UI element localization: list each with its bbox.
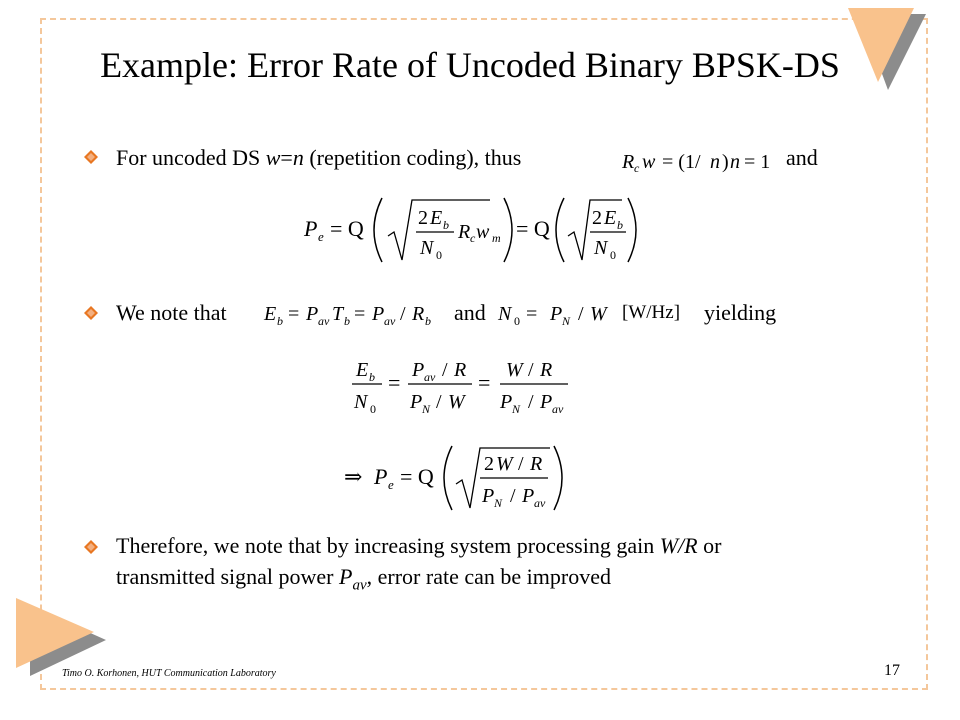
svg-text:b: b [369, 370, 375, 384]
svg-text:2: 2 [418, 207, 428, 229]
svg-text:=: = [354, 303, 366, 325]
slide-title: Example: Error Rate of Uncoded Binary BPSK-DS [100, 45, 840, 85]
svg-text:c: c [470, 231, 476, 245]
svg-text:N: N [562, 314, 571, 328]
svg-text:e: e [388, 477, 394, 492]
svg-text:/: / [436, 391, 442, 413]
svg-text:P: P [522, 485, 535, 507]
svg-text:w: w [476, 221, 490, 243]
svg-text:R: R [540, 359, 553, 381]
svg-text:=: = [478, 370, 491, 395]
page-number: 17 [884, 662, 900, 679]
svg-text:= Q: = Q [400, 464, 434, 489]
svg-text:P: P [540, 391, 553, 413]
svg-text:= (1/: = (1/ [662, 151, 701, 173]
svg-text:av: av [534, 496, 546, 510]
equation-rate-product [620, 146, 780, 178]
svg-text:e: e [318, 229, 324, 244]
svg-text:P: P [500, 391, 513, 413]
svg-text:R: R [454, 359, 467, 381]
svg-text:= 1: = 1 [744, 151, 771, 173]
equation-noise-density [496, 298, 616, 332]
svg-text:= Q: = Q [516, 216, 550, 241]
svg-text:P: P [412, 359, 425, 381]
svg-text:2: 2 [484, 453, 494, 475]
svg-text:⇒: ⇒ [344, 464, 363, 489]
svg-text:b: b [443, 218, 449, 232]
equation-snr-ratio [348, 350, 578, 420]
bullet1-text: For uncoded DS w=n (repetition coding), thus [116, 145, 522, 170]
svg-text:2: 2 [592, 207, 602, 229]
svg-text:N: N [420, 237, 434, 259]
bullet-diamond-icon [84, 150, 98, 164]
svg-text:=: = [388, 370, 401, 395]
svg-text:T: T [332, 303, 344, 325]
bullet2-and: and [454, 300, 486, 325]
svg-text:b: b [277, 314, 283, 328]
svg-text:N: N [512, 402, 521, 416]
svg-text:/: / [518, 453, 524, 475]
svg-text:P: P [304, 216, 318, 241]
svg-text:W: W [590, 303, 607, 325]
svg-text:m: m [492, 231, 501, 245]
svg-text:): ) [722, 151, 729, 173]
svg-text:W: W [496, 453, 513, 475]
svg-text:c: c [634, 161, 640, 175]
svg-text:av: av [424, 370, 436, 384]
svg-text:b: b [617, 218, 623, 232]
svg-text:N: N [594, 237, 608, 259]
equation-final-error-rate [340, 440, 570, 514]
svg-text:E: E [356, 359, 369, 381]
bullet3-line2: transmitted signal power $P_{av}$, error rate can be improved [116, 564, 611, 594]
svg-text:/: / [528, 359, 534, 381]
unit-label: [W/Hz] [622, 302, 681, 323]
svg-text:n: n [710, 151, 720, 173]
svg-text:n: n [730, 151, 740, 173]
svg-text:P: P [306, 303, 319, 325]
bullet2-text: We note that [116, 300, 227, 325]
svg-text:R: R [530, 453, 543, 475]
svg-text:b: b [344, 314, 350, 328]
svg-text:/: / [510, 485, 516, 507]
svg-text:0: 0 [436, 248, 442, 262]
svg-text:N: N [498, 303, 512, 325]
svg-text:E: E [604, 207, 617, 229]
svg-text:av: av [384, 314, 396, 328]
svg-text:R: R [412, 303, 425, 325]
equation-bit-energy [262, 298, 452, 332]
svg-text:N: N [422, 402, 431, 416]
svg-text:W: W [506, 359, 523, 381]
bullet-diamond-icon [84, 306, 98, 320]
svg-text:0: 0 [370, 402, 376, 416]
svg-text:/: / [528, 391, 534, 413]
svg-text:= Q: = Q [330, 216, 364, 241]
svg-text:P: P [372, 303, 385, 325]
svg-text:E: E [430, 207, 443, 229]
svg-text:=: = [288, 303, 300, 325]
svg-text:w: w [642, 151, 656, 173]
svg-text:R: R [622, 151, 635, 173]
bullet-diamond-icon [84, 540, 98, 554]
svg-text:/: / [442, 359, 448, 381]
svg-text:b: b [425, 314, 431, 328]
svg-text:R: R [458, 221, 471, 243]
svg-text:N: N [354, 391, 368, 413]
svg-text:/: / [578, 303, 584, 325]
svg-text:=: = [526, 303, 538, 325]
equation-error-probability [300, 190, 640, 270]
svg-text:0: 0 [514, 314, 520, 328]
footer-author: Timo O. Korhonen, HUT Communication Laboratory [62, 668, 276, 679]
svg-text:P: P [482, 485, 495, 507]
svg-text:av: av [552, 402, 564, 416]
svg-text:0: 0 [610, 248, 616, 262]
svg-text:P: P [374, 464, 388, 489]
bullet3-line1: Therefore, we note that by increasing system processing gain W/R or [116, 533, 722, 558]
svg-text:/: / [400, 303, 406, 325]
svg-text:av: av [318, 314, 330, 328]
bullet1-and: and [786, 145, 818, 170]
svg-text:N: N [494, 496, 503, 510]
svg-text:P: P [550, 303, 563, 325]
svg-text:P: P [410, 391, 423, 413]
bullet2-yielding: yielding [704, 300, 777, 325]
svg-text:W: W [448, 391, 465, 413]
svg-text:E: E [264, 303, 277, 325]
